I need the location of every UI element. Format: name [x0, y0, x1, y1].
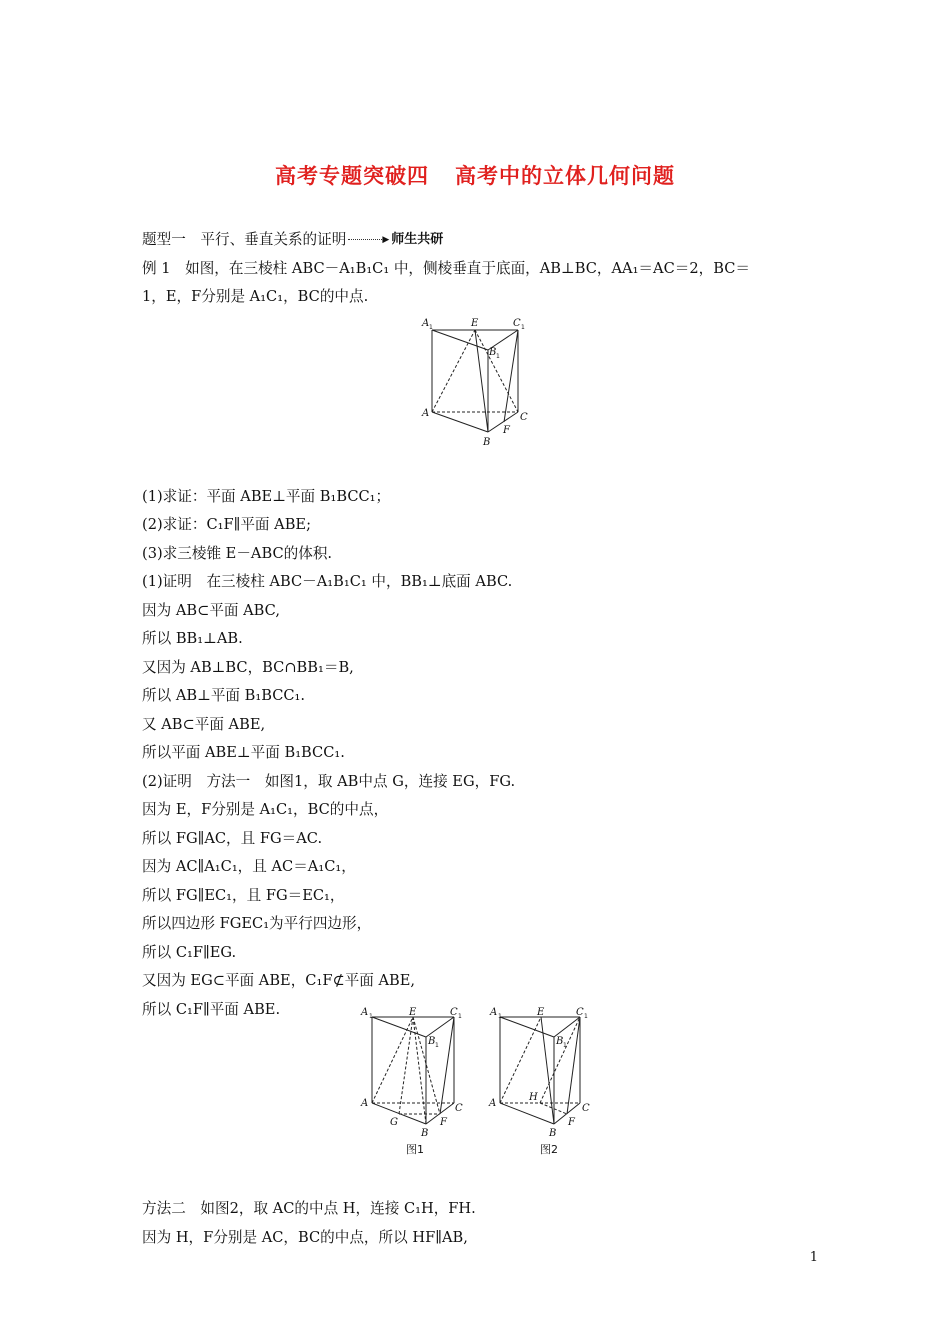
- page-title: [0, 160, 950, 190]
- body-line: 例 1 如图，在三棱柱 ABC－A₁B₁C₁ 中，侧棱垂直于底面，AB⊥BC，AA₁＝AC＝2，BC＝: [142, 259, 750, 277]
- section-heading: [142, 226, 822, 255]
- fig2-label-c: C: [582, 1103, 590, 1114]
- fig2-label-b: B: [549, 1128, 557, 1139]
- body-line: [142, 1167, 822, 1196]
- label-sub: 1: [496, 353, 500, 360]
- body-line: [142, 454, 822, 483]
- figure-pair: [354, 1004, 604, 1160]
- label-sub: 1: [584, 1013, 588, 1020]
- fig1-label-f: F: [440, 1117, 447, 1128]
- body-line: (1)证明 在三棱柱 ABC－A₁B₁C₁ 中，BB₁⊥底面 ABC.: [142, 573, 513, 590]
- body-line: 所以四边形 FGEC₁为平行四边形，: [142, 915, 372, 932]
- body-line: 所以 C₁F∥EG.: [142, 943, 237, 961]
- figure-prism: [418, 313, 536, 451]
- fig2-label-a: A: [489, 1098, 497, 1109]
- label-b1: B: [489, 347, 497, 358]
- label-sub: 1: [435, 1042, 439, 1049]
- body-line: (2)证明 方法一 如图1，取 AB中点 G，连接 EG，FG.: [142, 772, 516, 790]
- label-sub: 1: [458, 1013, 462, 1020]
- fig1-label-b: B: [421, 1128, 429, 1139]
- body-line: 所以平面 ABE⊥平面 B₁BCC₁.: [142, 744, 345, 761]
- fig1-label-c1: C: [450, 1007, 458, 1018]
- label-c: C: [520, 412, 528, 423]
- body-line: 又因为 EG⊂平面 ABE，C₁F⊄平面 ABE,: [142, 972, 416, 989]
- label-f: F: [503, 425, 510, 436]
- label-e: E: [471, 318, 479, 329]
- fig1-label-g: G: [390, 1117, 398, 1128]
- body-line: 因为 E，F分别是 A₁C₁，BC的中点，: [142, 801, 389, 818]
- label-c1: C: [513, 318, 521, 329]
- fig2-label-f: F: [568, 1117, 575, 1128]
- body-line: 因为 AC∥A₁C₁，且 AC＝A₁C₁，: [142, 858, 356, 875]
- section-label: 题型一 平行、垂直关系的证明: [142, 231, 347, 248]
- caption-fig2: 图2: [540, 1143, 558, 1156]
- body-line: (2)求证：C₁F∥平面 ABE;: [142, 516, 311, 533]
- body-line: 所以 FG∥EC₁，且 FG＝EC₁，: [142, 886, 345, 904]
- figure-2: [488, 1007, 590, 1156]
- body-line: 又因为 AB⊥BC，BC∩BB₁＝B,: [142, 658, 354, 676]
- body-line: 1，E，F分别是 A₁C₁，BC的中点.: [142, 288, 369, 305]
- fig1-label-a1: A: [361, 1007, 369, 1018]
- title-part-1: 高考专题突破四: [275, 163, 429, 188]
- section-tag: 师生共研: [391, 232, 444, 247]
- body-line: 又 AB⊂平面 ABE,: [142, 715, 266, 733]
- label-sub: 1: [498, 1013, 502, 1020]
- fig2-label-c1: C: [576, 1007, 584, 1018]
- label-sub: 1: [429, 324, 433, 331]
- fig1-label-a: A: [361, 1098, 369, 1109]
- label-sub: 1: [521, 324, 525, 331]
- body-line: 所以 C₁F∥平面 ABE.: [142, 1000, 281, 1018]
- title-part-2: 高考中的立体几何问题: [455, 163, 675, 188]
- fig1-label-c: C: [455, 1103, 463, 1114]
- fig2-label-b1: B: [556, 1036, 564, 1047]
- label-a: A: [422, 408, 430, 419]
- label-sub: 1: [369, 1013, 373, 1020]
- figure-1: [360, 1007, 463, 1156]
- body-line: 所以 BB₁⊥AB.: [142, 630, 243, 647]
- page-number: 1: [809, 1250, 818, 1265]
- body-line: 因为 AB⊂平面 ABC,: [142, 601, 280, 619]
- label-a1: A: [422, 318, 430, 329]
- label-b: B: [483, 437, 491, 448]
- body-line: 所以 AB⊥平面 B₁BCC₁.: [142, 687, 306, 704]
- body-line: (1)求证：平面 ABE⊥平面 B₁BCC₁；: [142, 487, 391, 505]
- arrow-right-icon: ▶: [348, 235, 391, 245]
- fig1-label-b1: B: [428, 1036, 436, 1047]
- fig2-label-a1: A: [490, 1007, 498, 1018]
- body-line: 因为 H，F分别是 AC，BC的中点，所以 HF∥AB,: [142, 1228, 468, 1246]
- body-line: (3)求三棱锥 E－ABC的体积.: [142, 544, 333, 562]
- caption-fig1: 图1: [406, 1143, 424, 1156]
- body-line: 所以 FG∥AC，且 FG＝AC.: [142, 829, 323, 847]
- fig2-label-h: H: [529, 1092, 538, 1103]
- body-line: 方法二 如图2，取 AC的中点 H，连接 C₁H，FH.: [142, 1200, 476, 1217]
- fig2-label-e: E: [537, 1007, 545, 1018]
- fig1-label-e: E: [409, 1007, 417, 1018]
- label-sub: 1: [563, 1042, 567, 1049]
